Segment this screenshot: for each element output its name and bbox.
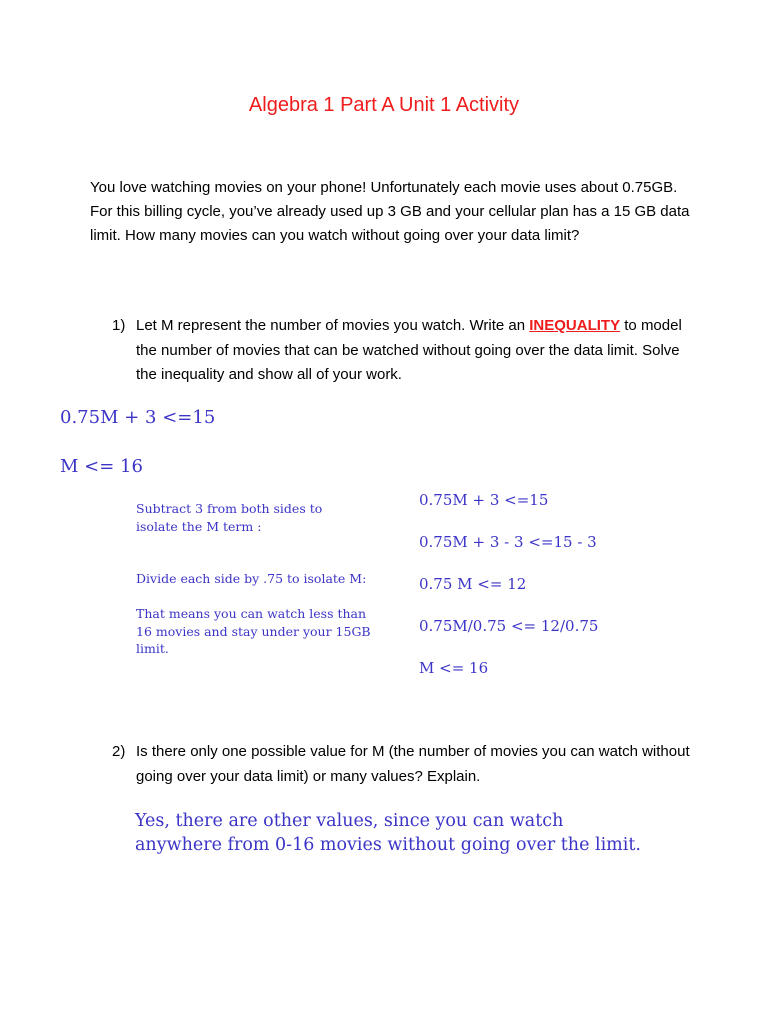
problem-statement: You love watching movies on your phone! Unfortunately each movie uses about 0.75GB. For this billing cycle, you’ve already used up 3 GB and your cellular plan has a 15 GB data limit. How many movies can you watch without going over your data limit? bbox=[90, 179, 690, 244]
step-note-conclusion: That means you can watch less than 16 movies and stay under your 15GB limit. bbox=[136, 606, 371, 656]
page-title: Algebra 1 Part A Unit 1 Activity bbox=[248, 94, 520, 116]
question-1 bbox=[112, 314, 692, 388]
question-1-text-after: to model the number of movies that can be watched without going over the data limit. Solve the inequality and show all of your work. bbox=[136, 317, 682, 383]
answer-1-inequality: 0.75M + 3 <=15 bbox=[60, 407, 216, 428]
question-2-text: Is there only one possible value for M (the number of movies you can watch without going over your data limit) or many values? Explain. bbox=[136, 743, 690, 785]
question-1-number: 1) bbox=[112, 317, 126, 334]
question-2 bbox=[112, 740, 692, 789]
step-note-divide: Divide each side by .75 to isolate M: bbox=[136, 571, 367, 586]
question-1-text-before: Let M represent the number of movies you watch. Write an bbox=[136, 317, 530, 334]
inequality-highlight: INEQUALITY bbox=[529, 317, 621, 334]
work-step-5: M <= 16 bbox=[419, 659, 489, 677]
question-1-text bbox=[136, 314, 692, 388]
step-note-subtract: Subtract 3 from both sides to isolate the M term : bbox=[136, 501, 323, 534]
work-step-3: 0.75 M <= 12 bbox=[419, 575, 527, 593]
question-2-number: 2) bbox=[112, 743, 126, 760]
work-step-2: 0.75M + 3 - 3 <=15 - 3 bbox=[419, 533, 597, 551]
answer-2: Yes, there are other values, since you can watch anywhere from 0-16 movies without going over the limit. bbox=[135, 811, 641, 855]
answer-1-solution: M <= 16 bbox=[60, 456, 143, 477]
work-step-4: 0.75M/0.75 <= 12/0.75 bbox=[419, 617, 599, 635]
work-step-1: 0.75M + 3 <=15 bbox=[419, 491, 549, 509]
